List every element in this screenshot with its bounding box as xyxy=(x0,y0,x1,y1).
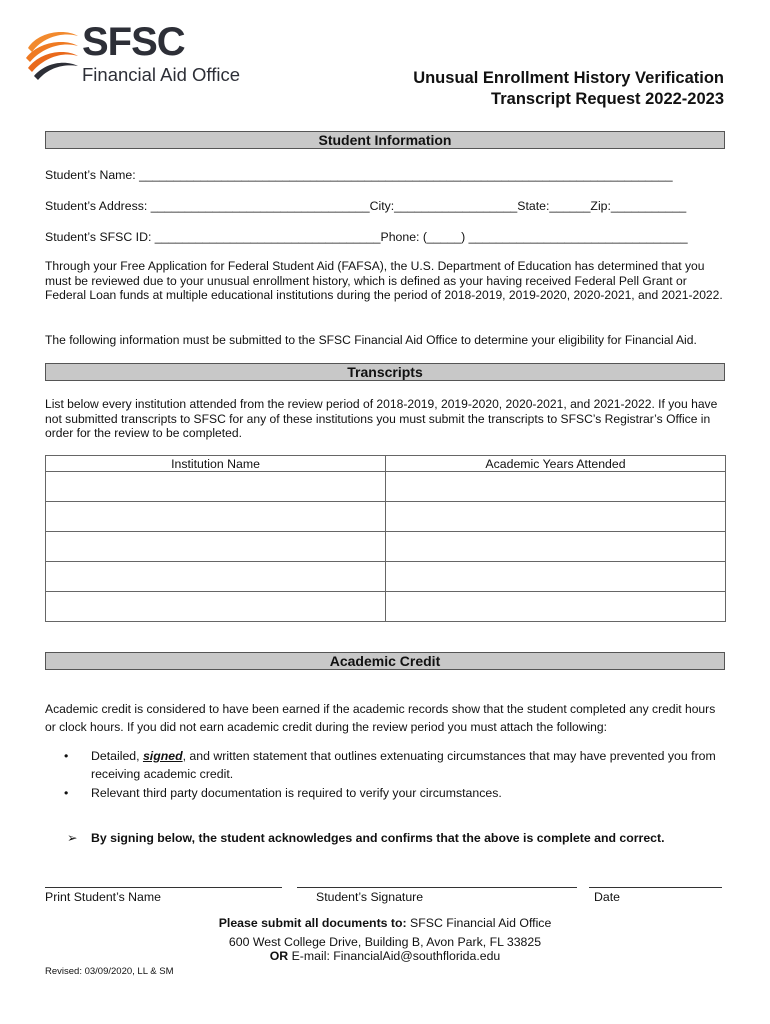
section-student-information: Student Information xyxy=(45,131,725,149)
institution-name-cell[interactable] xyxy=(46,472,386,502)
academic-years-cell[interactable] xyxy=(386,502,726,532)
revision-note: Revised: 03/09/2020, LL & SM xyxy=(45,966,174,977)
student-id-phone-field[interactable]: Student’s SFSC ID: _________________________________Phone: (_____) ________________________________ xyxy=(45,230,688,244)
academic-years-cell[interactable] xyxy=(386,532,726,562)
email-address[interactable]: E-mail: FinancialAid@southflorida.edu xyxy=(288,949,501,963)
bullet-signed-statement xyxy=(91,748,731,783)
email-line xyxy=(0,949,770,963)
arrow-bullet-icon: ➢ xyxy=(67,831,78,845)
table-row xyxy=(46,472,726,502)
submit-bold: Please submit all documents to: xyxy=(218,916,411,930)
column-header-years: Academic Years Attended xyxy=(386,456,726,472)
eligibility-paragraph: The following information must be submitted to the SFSC Financial Aid Office to determine your eligibility for Financial Aid. xyxy=(45,333,697,347)
or-bold: OR xyxy=(269,949,289,963)
section-transcripts: Transcripts xyxy=(45,363,725,381)
institution-name-cell[interactable] xyxy=(46,502,386,532)
academic-years-cell[interactable] xyxy=(386,472,726,502)
bullet-icon: • xyxy=(64,786,69,800)
print-name-line[interactable] xyxy=(45,887,282,888)
signature-label: Student’s Signature xyxy=(316,890,424,904)
student-name-field[interactable]: Student’s Name: ______________________________________________________________________________ xyxy=(45,168,673,182)
column-header-institution: Institution Name xyxy=(46,456,386,472)
form-subtitle: Transcript Request 2022-2023 xyxy=(491,90,724,108)
student-address-field[interactable]: Student’s Address: ________________________________City:__________________State:______Zip:___________ xyxy=(45,199,687,213)
sfsc-logo xyxy=(24,20,254,86)
sfsc-swoosh-icon xyxy=(24,26,80,82)
bullet-text-post: , and written statement that outlines extenuating circumstances that may have prevented you from receiving academic credit. xyxy=(91,749,716,781)
table-row xyxy=(46,502,726,532)
signature-line[interactable] xyxy=(297,887,577,888)
office-address: 600 West College Drive, Building B, Avon Park, FL 33825 xyxy=(228,935,542,949)
logo-wordmark: SFSC xyxy=(82,20,185,64)
institution-name-cell[interactable] xyxy=(46,562,386,592)
logo-subtitle: Financial Aid Office xyxy=(82,64,241,85)
bullet-text-pre: Detailed, xyxy=(91,749,143,763)
table-row xyxy=(46,562,726,592)
table-header-row xyxy=(46,456,726,472)
institution-name-cell[interactable] xyxy=(46,592,386,622)
submit-office: SFSC Financial Aid Office xyxy=(410,916,552,930)
submit-instructions xyxy=(0,916,770,930)
academic-credit-paragraph: Academic credit is considered to have been earned if the academic records show that the student completed any credit hours or clock hours. If you did not earn academic credit during the review period you must attach the following: xyxy=(45,702,716,734)
acknowledgement-statement: By signing below, the student acknowledges and confirms that the above is complete and correct. xyxy=(91,831,665,845)
print-name-label: Print Student’s Name xyxy=(45,890,161,904)
bullet-icon: • xyxy=(64,749,69,763)
academic-years-cell[interactable] xyxy=(386,592,726,622)
section-academic-credit: Academic Credit xyxy=(45,652,725,670)
institution-name-cell[interactable] xyxy=(46,532,386,562)
institution-table xyxy=(45,455,726,622)
date-label: Date xyxy=(594,890,620,904)
date-line[interactable] xyxy=(589,887,722,888)
bullet-third-party-docs: Relevant third party documentation is required to verify your circumstances. xyxy=(91,786,502,800)
academic-years-cell[interactable] xyxy=(386,562,726,592)
signed-emphasis: signed xyxy=(142,749,183,763)
table-row xyxy=(46,592,726,622)
form-title: Unusual Enrollment History Verification xyxy=(413,69,724,87)
transcripts-paragraph: List below every institution attended from the review period of 2018-2019, 2019-2020, 2020-2021, and 2021-2022. If you have not submitted transcripts to SFSC for any of these institutions you must submit the transcripts to SFSC’s Registrar’s Office in order for the review to be completed. xyxy=(45,397,718,441)
table-row xyxy=(46,532,726,562)
fafsa-paragraph: Through your Free Application for Federal Student Aid (FAFSA), the U.S. Department of Education has determined that you must be reviewed due to your unusual enrollment history, which is defined as your having received Federal Pell Grant or Federal Loan funds at multiple educational institutions during the period of 2018-2019, 2019-2020, 2020-2021, and 2021-2022. xyxy=(45,259,723,303)
